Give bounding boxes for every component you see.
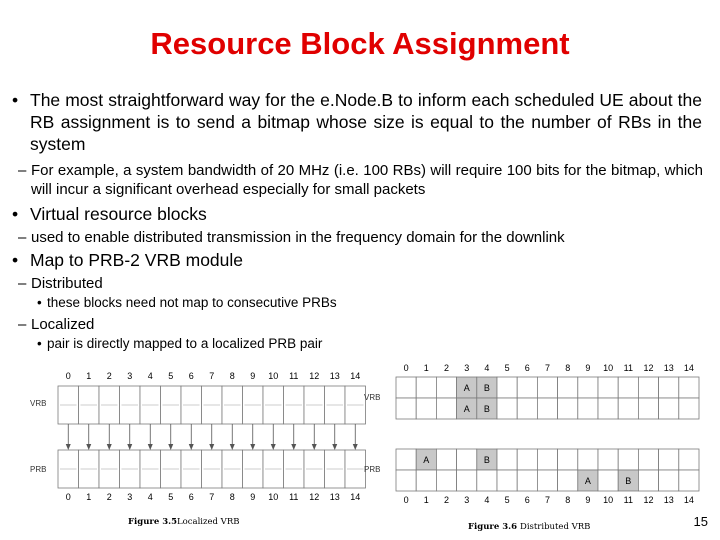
dash: – [18, 229, 27, 246]
right-prb-cell-lower [537, 470, 557, 491]
bullet-dot: • [12, 204, 19, 224]
left-prb-label: PRB [30, 465, 47, 474]
left-mapping-arrows [66, 424, 358, 450]
left-top-number: 13 [329, 371, 340, 381]
sub-bullet-2-text: used to enable distributed transmission in the frequency domain for the downlink [31, 229, 565, 246]
right-vrb-cell-upper [638, 377, 658, 398]
right-prb-cell-lower [436, 470, 456, 491]
right-vrb-label-b: B [483, 404, 490, 414]
right-vrb-row [396, 377, 699, 419]
left-arrow-head [291, 444, 296, 450]
right-prb-cell-upper [679, 449, 699, 470]
left-top-number: 6 [188, 371, 194, 381]
bullet-1-text: The most straightforward way for the e.Node.B to inform each scheduled UE about the RB assignment is to send a bitmap whose size is equal to the number of RBs in the system [30, 90, 702, 154]
left-vrb-label: VRB [30, 399, 47, 408]
right-vrb-cell-lower [416, 398, 436, 419]
left-top-number: 3 [127, 371, 133, 381]
sub-bullet-4 [18, 315, 95, 334]
right-vrb-cell-lower [497, 398, 517, 419]
bullet-dot: • [12, 90, 19, 110]
left-caption-number: Figure 3.5 [128, 517, 178, 527]
left-top-number: 0 [65, 371, 71, 381]
right-vrb-cell-lower [618, 398, 638, 419]
left-arrow-head [209, 444, 214, 450]
right-top-number: 13 [663, 363, 674, 373]
right-top-number: 10 [603, 363, 614, 373]
right-vrb-cell-lower [638, 398, 658, 419]
dash: – [18, 162, 27, 179]
bullet-dot-small: • [37, 336, 42, 351]
sub-sub-bullet-1-text: these blocks need not map to consecutive PRBs [47, 295, 337, 310]
right-bottom-number: 5 [504, 495, 510, 505]
left-top-number: 4 [147, 371, 153, 381]
right-vrb-cell-lower [598, 398, 618, 419]
right-caption-number: Figure 3.6 [468, 522, 518, 532]
right-top-number: 6 [524, 363, 530, 373]
right-top-number: 7 [544, 363, 551, 373]
left-top-number: 1 [86, 371, 92, 381]
right-prb-cell-upper [659, 449, 679, 470]
bullet-3 [12, 249, 243, 271]
left-bottom-number: 2 [106, 492, 112, 502]
left-bottom-number: 7 [209, 492, 215, 502]
right-top-number: 3 [464, 363, 470, 373]
right-vrb-cell-lower [659, 398, 679, 419]
right-prb-row [396, 449, 699, 491]
left-top-numbers [66, 371, 361, 381]
distributed-vrb-figure [362, 360, 700, 536]
right-prb-cell-upper [436, 449, 456, 470]
left-bottom-number: 10 [268, 492, 279, 502]
right-prb-cell-lower [416, 470, 436, 491]
right-bottom-number: 4 [484, 495, 490, 505]
right-vrb-cell-lower [578, 398, 598, 419]
left-top-number: 12 [309, 371, 320, 381]
sub-bullet-3 [18, 274, 103, 293]
right-vrb-cell-upper [558, 377, 578, 398]
right-prb-cell-upper [638, 449, 658, 470]
dash: – [18, 275, 27, 292]
right-prb-cell-upper [618, 449, 638, 470]
left-top-number: 2 [106, 371, 112, 381]
right-top-number: 14 [683, 363, 694, 373]
left-arrow-head [86, 444, 91, 450]
right-top-number: 8 [565, 363, 571, 373]
right-vrb-label-b: B [483, 383, 490, 393]
left-arrow-head [332, 444, 337, 450]
right-vrb-cell-upper [578, 377, 598, 398]
right-top-number: 0 [403, 363, 409, 373]
right-vrb-cell-lower [679, 398, 699, 419]
right-prb-cell-upper [517, 449, 537, 470]
sub-bullet-2 [18, 228, 565, 247]
left-arrow-head [66, 444, 71, 450]
right-vrb-cell-upper [436, 377, 456, 398]
right-bottom-number: 3 [464, 495, 470, 505]
right-bottom-number: 2 [443, 495, 450, 505]
left-top-number: 9 [250, 371, 256, 381]
right-prb-cell-lower [638, 470, 658, 491]
right-prb-label-b: B [483, 455, 490, 465]
left-top-number: 7 [209, 371, 215, 381]
left-top-number: 14 [350, 371, 361, 381]
bullet-2 [12, 203, 207, 225]
left-vrb-row [58, 386, 366, 424]
bullet-2-text: Virtual resource blocks [30, 204, 207, 224]
right-vrb-cell-lower [436, 398, 456, 419]
right-vrb-cell-upper [396, 377, 416, 398]
left-arrow-head [107, 444, 112, 450]
right-bottom-number: 7 [544, 495, 551, 505]
right-bottom-number: 13 [663, 495, 674, 505]
right-prb-cell-upper [537, 449, 557, 470]
right-top-number: 1 [423, 363, 429, 373]
sub-bullet-4-text: Localized [31, 316, 95, 333]
right-prb-cell-lower [477, 470, 497, 491]
right-bottom-number: 0 [403, 495, 409, 505]
right-top-number: 2 [443, 363, 450, 373]
left-arrow-head [127, 444, 132, 450]
right-prb-cell-lower [558, 470, 578, 491]
right-bottom-number: 12 [643, 495, 654, 505]
left-bottom-number: 12 [309, 492, 320, 502]
right-vrb-label: VRB [364, 393, 381, 402]
right-vrb-cell-lower [517, 398, 537, 419]
left-bottom-number: 13 [329, 492, 340, 502]
right-vrb-cell-upper [659, 377, 679, 398]
dash: – [18, 316, 27, 333]
left-bottom-number: 8 [229, 492, 235, 502]
left-bottom-number: 6 [188, 492, 194, 502]
left-bottom-number: 0 [65, 492, 71, 502]
right-vrb-label-a: A [463, 404, 470, 414]
right-caption-text: Distributed VRB [520, 522, 591, 532]
right-prb-cell-upper [558, 449, 578, 470]
left-arrow-head [230, 444, 235, 450]
slide-title: Resource Block Assignment [150, 26, 570, 61]
left-arrow-head [250, 444, 255, 450]
right-vrb-cell-upper [497, 377, 517, 398]
left-bottom-number: 1 [86, 492, 92, 502]
left-bottom-number: 4 [147, 492, 153, 502]
right-vrb-cell-upper [537, 377, 557, 398]
sub-bullet-1 [18, 161, 703, 199]
right-bottom-number: 14 [683, 495, 694, 505]
page-number: 15 [693, 514, 708, 529]
right-prb-cell-lower [598, 470, 618, 491]
right-prb-cell-lower [497, 470, 517, 491]
right-top-number: 9 [585, 363, 591, 373]
right-top-number: 11 [623, 363, 633, 373]
sub-sub-bullet-1 [37, 294, 337, 311]
right-vrb-cell-lower [537, 398, 557, 419]
left-arrow-head [271, 444, 276, 450]
sub-sub-bullet-2-text: pair is directly mapped to a localized PRB pair [47, 336, 323, 351]
left-top-number: 10 [268, 371, 279, 381]
right-vrb-cell-lower [396, 398, 416, 419]
right-prb-cell-lower [679, 470, 699, 491]
bullet-dot-small: • [37, 295, 42, 310]
right-prb-label-a: A [423, 455, 430, 465]
left-arrow-head [353, 444, 358, 450]
right-bottom-number: 6 [524, 495, 530, 505]
left-bottom-numbers [66, 492, 361, 502]
left-top-number: 11 [289, 371, 299, 381]
left-arrow-head [312, 444, 317, 450]
right-prb-label-b: B [625, 476, 632, 486]
right-prb-cell-upper [396, 449, 416, 470]
localized-vrb-figure [28, 364, 361, 534]
left-arrow-head [148, 444, 153, 450]
right-bottom-number: 1 [423, 495, 429, 505]
right-prb-label-a: A [584, 476, 591, 486]
right-bottom-number: 9 [585, 495, 591, 505]
sub-bullet-1-text: For example, a system bandwidth of 20 MHz (i.e. 100 RBs) will require 100 bits for the bitmap, which will incur a significant overhead especially for small packets [31, 162, 703, 198]
right-bottom-number: 11 [623, 495, 633, 505]
sub-bullet-3-text: Distributed [31, 275, 103, 292]
right-prb-cell-upper [457, 449, 477, 470]
left-caption-text: Localized VRB [177, 517, 240, 527]
right-prb-cell-lower [659, 470, 679, 491]
right-vrb-cell-upper [679, 377, 699, 398]
right-prb-cell-upper [578, 449, 598, 470]
right-prb-cell-upper [497, 449, 517, 470]
right-prb-cell-upper [598, 449, 618, 470]
right-bottom-numbers [404, 495, 694, 505]
right-vrb-cell-upper [618, 377, 638, 398]
right-top-numbers [404, 363, 694, 373]
right-prb-cell-lower [457, 470, 477, 491]
left-bottom-number: 3 [127, 492, 133, 502]
left-bottom-number: 11 [289, 492, 299, 502]
bullet-3-text: Map to PRB-2 VRB module [30, 250, 244, 270]
left-bottom-number: 9 [250, 492, 256, 502]
right-vrb-cell-upper [517, 377, 537, 398]
right-top-number: 5 [504, 363, 510, 373]
right-prb-cell-lower [517, 470, 537, 491]
left-arrow-head [189, 444, 194, 450]
bullet-1 [12, 89, 702, 155]
left-prb-row [58, 450, 366, 488]
right-bottom-number: 10 [603, 495, 614, 505]
left-bottom-number: 5 [168, 492, 174, 502]
sub-sub-bullet-2 [37, 335, 323, 352]
right-bottom-number: 8 [565, 495, 571, 505]
right-vrb-cell-lower [558, 398, 578, 419]
left-top-number: 5 [168, 371, 174, 381]
right-prb-cell-lower [396, 470, 416, 491]
right-vrb-cell-upper [598, 377, 618, 398]
right-prb-label: PRB [364, 465, 381, 474]
right-top-number: 4 [484, 363, 490, 373]
right-vrb-label-a: A [463, 383, 470, 393]
bullet-dot: • [12, 250, 19, 270]
left-arrow-head [168, 444, 173, 450]
right-vrb-cell-upper [416, 377, 436, 398]
right-top-number: 12 [643, 363, 654, 373]
left-top-number: 8 [229, 371, 235, 381]
left-bottom-number: 14 [350, 492, 361, 502]
